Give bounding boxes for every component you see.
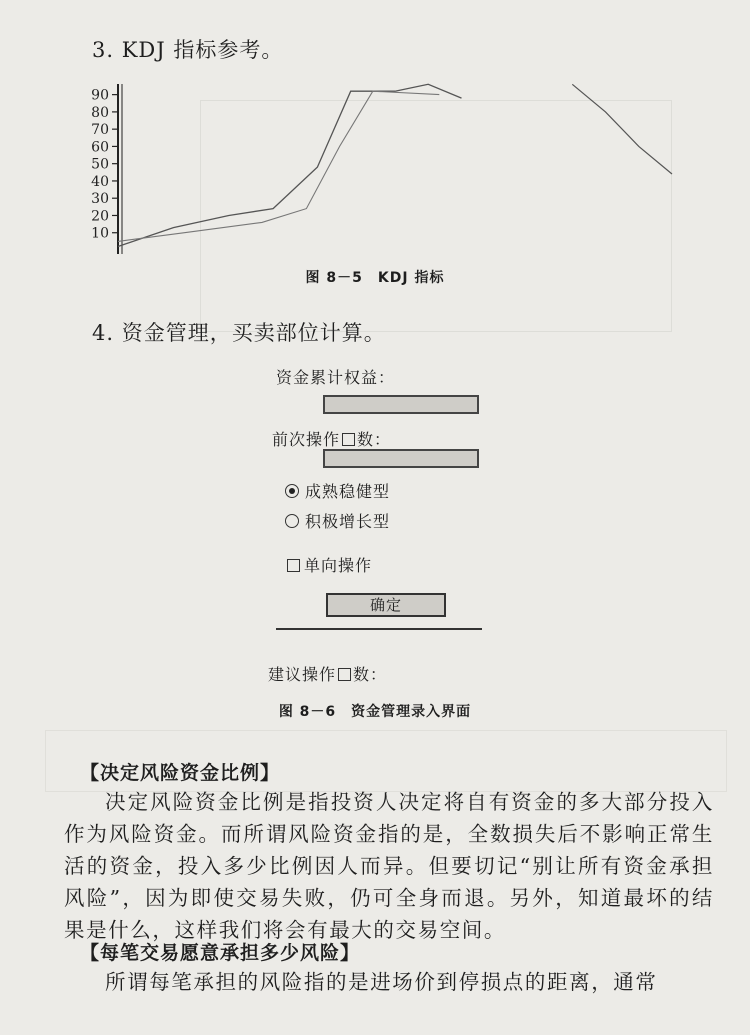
kdj-chart [80,80,680,260]
form-divider [276,628,482,630]
lot-box-icon-2 [338,668,351,681]
paragraph: 所谓每笔承担的风险指的是进场价到停损点的距离，通常 [105,970,658,994]
equity-label: 资金累计权益： [276,368,396,387]
option-conservative-label: 成熟稳健型 [305,482,391,501]
equity-input[interactable] [323,395,479,414]
oneway-label: 单向操作 [304,556,373,575]
prev-operation-label-b: 数： [357,430,392,449]
option-aggressive-label: 积极增长型 [305,512,391,531]
y-tick-label: 10 [91,225,109,242]
paragraph: 决定风险资金比例是指投资人决定将自有资金的多大部分投入作为风险资金。而所谓风险资金指的是，全数损失后不影响正常生活的资金，投入多少比例因人而异。但要切记“别让所有资金承担风险”，因为即使交易失败，仍可全身而退。另外，知道最坏的结果是什么，这样我们将会有最大的交易空间。 [64,790,714,942]
prev-operation-label-a: 前次操作 [272,430,341,449]
bleed-through-text [470,38,477,57]
y-tick-label: 30 [91,191,109,208]
section-heading-risk-ratio: 【决定风险资金比例】 [80,762,281,784]
item-4-heading: 4. 资金管理，买卖部位计算。 [92,321,386,345]
suggest-operation-label-a: 建议操作 [268,665,337,684]
series-line-j [572,84,672,174]
section-body-risk-ratio [64,786,714,946]
prev-operation-label [272,427,391,450]
fund-management-form [270,365,500,685]
lot-box-icon [342,433,355,446]
option-aggressive[interactable] [285,509,390,532]
y-tick-label: 70 [91,122,109,139]
series-line-k [118,84,462,246]
option-conservative[interactable] [285,479,390,502]
y-tick-label: 60 [91,139,109,156]
prev-operation-input[interactable] [323,449,479,468]
suggest-operation-label-b: 数： [353,665,388,684]
radio-unselected-icon [285,514,299,528]
section-body-per-trade-risk [64,966,714,998]
y-tick-label: 80 [91,104,109,121]
figure-8-6-caption: 图 8－6 资金管理录入界面 [278,704,472,720]
y-tick-label: 90 [91,87,109,104]
suggest-operation-label [268,662,387,685]
y-tick-label: 50 [91,156,109,173]
y-tick-label: 20 [91,208,109,225]
oneway-checkbox[interactable] [287,553,372,576]
section-heading-per-trade-risk: 【每笔交易愿意承担多少风险】 [80,942,361,964]
checkbox-icon [287,559,300,572]
y-tick-label: 40 [91,173,109,190]
figure-8-5-caption: 图 8－5 KDJ 指标 [305,270,445,286]
series-line-d [118,91,439,241]
radio-selected-icon [285,484,299,498]
confirm-button[interactable]: 确定 [326,593,446,617]
item-3-heading: 3. KDJ 指标参考。 [92,38,284,62]
